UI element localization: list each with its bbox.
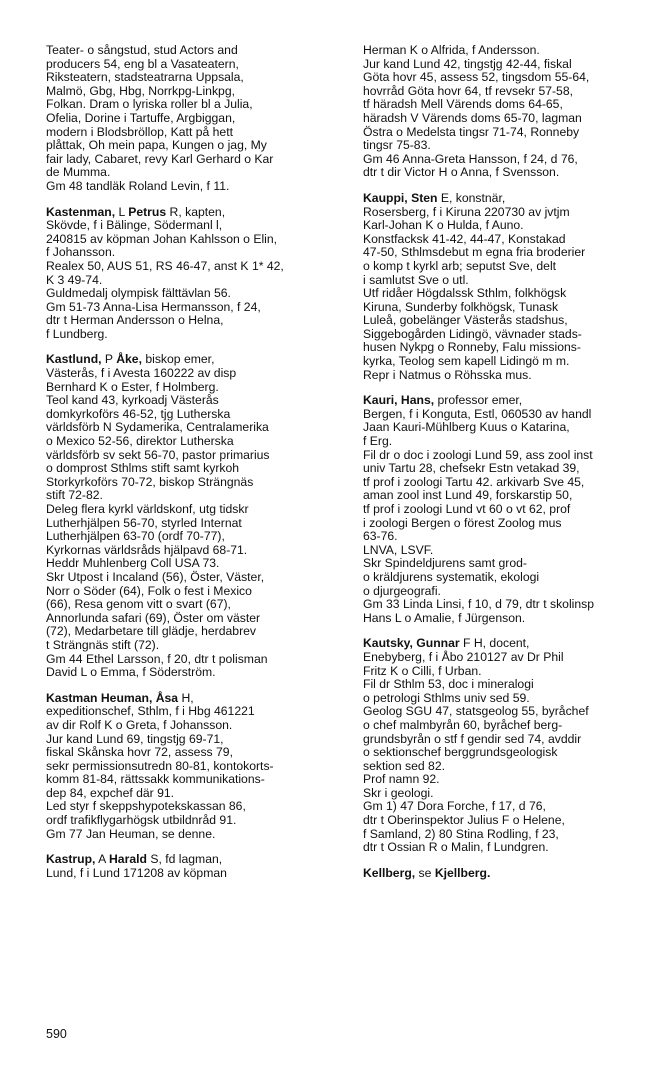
entry-kastenman [46,206,346,342]
text-line: dtr t Oberinspektor Julius F o Helene, [363,813,565,828]
text-line: Deleg flera kyrkl världskonf, utg tidskr [46,502,249,516]
text-line: Annorlunda safari (69), Öster om väster [46,610,261,625]
text-line: dtr t Herman Andersson o Helna, [46,313,224,328]
text-line: 47-50, Sthlmsdebut m egna fria broderier [363,245,586,260]
text-line: Heddr Muhlenberg Coll USA 73. [46,556,220,571]
text-line: stift 72-82. [46,488,103,503]
text-line: Norr o Söder (64), Folk o fest i Mexico [46,583,252,598]
text-line: f Lundberg. [46,326,108,341]
text-line: tf häradsh Mell Värends doms 64-65, [363,97,563,112]
entry-heading: Kastlund, P Åke, biskop emer, [46,352,215,367]
text-line: Fil dr Sthlm 53, doc i mineralogi [363,677,534,692]
text-line: häradsh V Värends doms 65-70, lagman [363,110,582,125]
entry-heading: Kastenman, L Petrus R, kapten, [46,204,226,219]
page-number: 590 [46,1027,67,1041]
entry-heading: Kauppi, Sten E, konstnär, [363,190,506,205]
text-line: Skr i geologi. [363,785,434,800]
text-line: o sektionschef berggrundsgeologisk [363,745,558,760]
entry-headword: Kauppi, Sten [363,190,438,205]
text-line: producers 54, eng bl a Vasateatern, [46,56,239,71]
text-line: av dir Rolf K o Greta, f Johansson. [46,717,233,732]
text-line: i zoologi Bergen o förest Zoolog mus [363,515,562,530]
text-line: Teater- o sångstud, stud Actors and [46,43,238,57]
entry-heading: Kastrup, A Harald S, fd lagman, [46,852,223,867]
text-line: K 3 49-74. [46,272,103,287]
entry-headword: Kastman Heuman, Åsa [46,690,179,705]
entry-headword: Kastlund, [46,352,102,367]
text-line: f Johansson. [46,245,116,260]
text-line: Gm 33 Linda Linsi, f 10, d 79, dtr t skolinsp [363,597,595,612]
text-line: sekr permissionsutredn 80-81, kontokorts- [46,758,274,773]
text-line: Gm 48 tandläk Roland Levin, f 11. [46,178,230,193]
text-line: o petrologi Sthlms univ sed 59. [363,690,530,705]
text-line: David L o Emma, f Söderström. [46,665,216,680]
text-line: hovrråd Göta hovr 64, tf revsekr 57-58, [363,83,573,98]
text-line: tf prof i zoologi Tartu 42. arkivarb Sve 45, [363,474,585,489]
text-line: domkyrkoförs 46-52, tjg Lutherska [46,406,231,421]
text-line: Fritz K o Cilli, f Urban. [363,663,482,678]
text-line: kyrka, Teolog sem kapell Lidingö m m. [363,354,570,369]
text-line: Prof namn 92. [363,772,440,787]
text-line: Lutherhjälpen 56-70, styrled Internat [46,515,242,530]
text-line: f Erg. [363,434,393,449]
entry-heading: Kastman Heuman, Åsa H, [46,690,194,705]
text-line: t Strängnäs stift (72). [46,637,160,652]
text-line: världsförb N Sydamerika, Centralamerika [46,420,269,435]
text-line: komm 81-84, rättssakk kommunikations- [46,772,265,787]
text-line: tf prof i zoologi Lund vt 60 o vt 62, prof [363,502,571,516]
text-line: husen Nykpg o Ronneby, Falu missions- [363,340,581,355]
text-line: Lund, f i Lund 171208 av köpman [46,865,227,880]
text-line: Herman K o Alfrida, f Andersson. [363,43,540,57]
text-line: Kyrkornas världsråds hjälpavd 68-71. [46,542,248,557]
text-line: Enebyberg, f i Åbo 210127 av Dr Phil [363,649,564,664]
entry-headword: Kauri, Hans, [363,393,435,408]
text-line: Bernhard K o Ester, f Holmberg. [46,379,219,394]
text-line: 240815 av köpman Johan Kahlsson o Elin, [46,231,278,246]
entry-headword: Kautsky, Gunnar [363,636,460,651]
text-line: o djurgeografi. [363,583,441,598]
entry-heading: Kautsky, Gunnar F H, docent, [363,636,530,651]
text-line: fair lady, Cabaret, revy Karl Gerhard o Kar [46,151,274,166]
text-line: Storkyrkoförs 70-72, biskop Strängnäs [46,474,254,489]
entry-continued-left [46,44,346,194]
text-line: Folkan. Dram o lyriska roller bl a Julia, [46,97,253,112]
text-line: Led styr f skeppshypotekskassan 86, [46,799,246,814]
text-line: 63-76. [363,529,398,544]
entry-kauppi [363,192,659,382]
right-column [363,44,659,892]
text-line: Malmö, Gbg, Hbg, Norrkpg-Linkpg, [46,83,235,98]
text-line: grundsbyrån o stf f gendir sed 74, avddir [363,731,582,746]
text-line: Skövde, f i Bälinge, Södermanl l, [46,218,223,233]
text-line: plåttak, Oh mein papa, Kungen o jag, My [46,138,267,153]
text-line: Gm 51-73 Anna-Lisa Hermansson, f 24, [46,299,261,314]
text-line: modern i Blodsbröllop, Katt på hett [46,124,233,139]
entry-kautsky [363,637,659,855]
text-line: Karl-Johan K o Hulda, f Auno. [363,218,524,233]
text-line: Repr i Natmus o Röhsska mus. [363,367,532,382]
entry-kauri [363,394,659,625]
text-line: världsförb sv sekt 56-70, pastor primarius [46,447,270,462]
entry-headword: Kastrup, [46,852,96,867]
text-line: tingsr 75-83. [363,138,431,153]
text-line: Realex 50, AUS 51, RS 46-47, anst K 1* 42, [46,258,284,273]
entry-headword: Kastenman, [46,204,116,219]
text-line: o komp t kyrkl arb; seputst Sve, delt [363,258,557,273]
text-line: Gm 44 Ethel Larsson, f 20, dtr t polisman [46,651,268,666]
text-line: Konstfacksk 41-42, 44-47, Konstakad [363,231,566,246]
text-line: Guldmedalj olympisk fälttävlan 56. [46,286,231,301]
text-line: Hans L o Amalie, f Jürgenson. [363,610,526,625]
text-line: o chef malmbyrån 60, byråchef berg- [363,717,563,732]
text-line: Luleå, gobelänger Västerås stadshus, [363,313,568,328]
text-line: dtr t Ossian R o Malin, f Lundgren. [363,840,549,855]
text-line: Gm 46 Anna-Greta Hansson, f 24, d 76, [363,151,578,166]
text-line: Utf ridåer Högdalssk Sthlm, folkhögsk [363,286,567,301]
entry-continued-right [363,44,659,180]
entry-kastrup [46,853,346,880]
text-line: Lutherhjälpen 63-70 (ordf 70-77), [46,529,225,544]
text-line: Gm 77 Jan Heuman, se denne. [46,826,216,841]
left-column [46,44,346,892]
text-line: ordf trafikflygarhögsk utbildnråd 91. [46,813,237,828]
text-line: LNVA, LSVF. [363,542,434,557]
entry-heading: Kauri, Hans, professor emer, [363,393,523,408]
text-line: Gm 1) 47 Dora Forche, f 17, d 76, [363,799,546,814]
text-line: o kräldjurens systematik, ekologi [363,569,540,584]
text-line: Fil dr o doc i zoologi Lund 59, ass zool inst [363,447,593,462]
text-line: aman zool inst Lund 49, forskarstip 50, [363,488,573,503]
text-line: Geolog SGU 47, statsgeolog 55, byråchef [363,704,589,719]
text-line: de Mumma. [46,165,111,180]
text-line: univ Tartu 28, chefsekr Estn vetakad 39, [363,461,580,476]
text-line: fiskal Skånska hovr 72, assess 79, [46,745,233,760]
text-line: expeditionschef, Sthlm, f i Hbg 461221 [46,704,255,719]
entry-kellberg-cross-reference: Kellberg, se Kjellberg. [363,865,491,880]
text-line: Teol kand 43, kyrkoadj Västerås [46,393,219,408]
text-line: Västerås, f i Avesta 160222 av disp [46,366,237,381]
text-line: Göta hovr 45, assess 52, tingsdom 55-64, [363,70,590,85]
text-line: Riksteatern, stadsteatrarna Uppsala, [46,70,244,85]
text-line: o domprost Sthlms stift samt kyrkoh [46,461,240,476]
text-line: dep 84, expchef där 91. [46,785,175,800]
entry-kastlund [46,353,346,679]
text-line: (72), Medarbetare till glädje, herdabrev [46,624,257,639]
text-line: f Samland, 2) 80 Stina Rodling, f 23, [363,826,559,841]
text-line: Rosersberg, f i Kiruna 220730 av jvtjm [363,204,570,219]
text-line: Jur kand Lund 69, tingstjg 69-71, [46,731,224,746]
entry-headword: Kellberg, [363,865,416,880]
text-line: o Mexico 52-56, direktor Lutherska [46,434,234,449]
text-line: Bergen, f i Konguta, Estl, 060530 av handl [363,406,592,421]
text-line: sektion sed 82. [363,758,445,773]
entry-kastman-heuman [46,692,346,842]
text-line: dtr t dir Victor H o Anna, f Svensson. [363,165,560,180]
text-line: Skr Spindeldjurens samt grod- [363,556,527,571]
text-line: Skr Utpost i Incaland (56), Öster, Väster, [46,569,265,584]
text-line: i samlutst Sve o utl. [363,272,469,287]
text-line: Kiruna, Sunderby folkhögsk, Tunask [363,299,559,314]
text-line: Östra o Medelsta tingsr 71-74, Ronneby [363,124,580,139]
text-line: Ofelia, Dorine i Tartuffe, Argbiggan, [46,110,236,125]
cross-reference-link: Kjellberg. [434,865,491,880]
text-line: Siggebogården Lidingö, vävnader stads- [363,326,582,341]
text-line: Jur kand Lund 42, tingstjg 42-44, fiskal [363,56,572,71]
text-line: (66), Resa genom vitt o svart (67), [46,597,231,612]
text-line: Jaan Kauri-Mühlberg Kuus o Katarina, [363,420,570,435]
